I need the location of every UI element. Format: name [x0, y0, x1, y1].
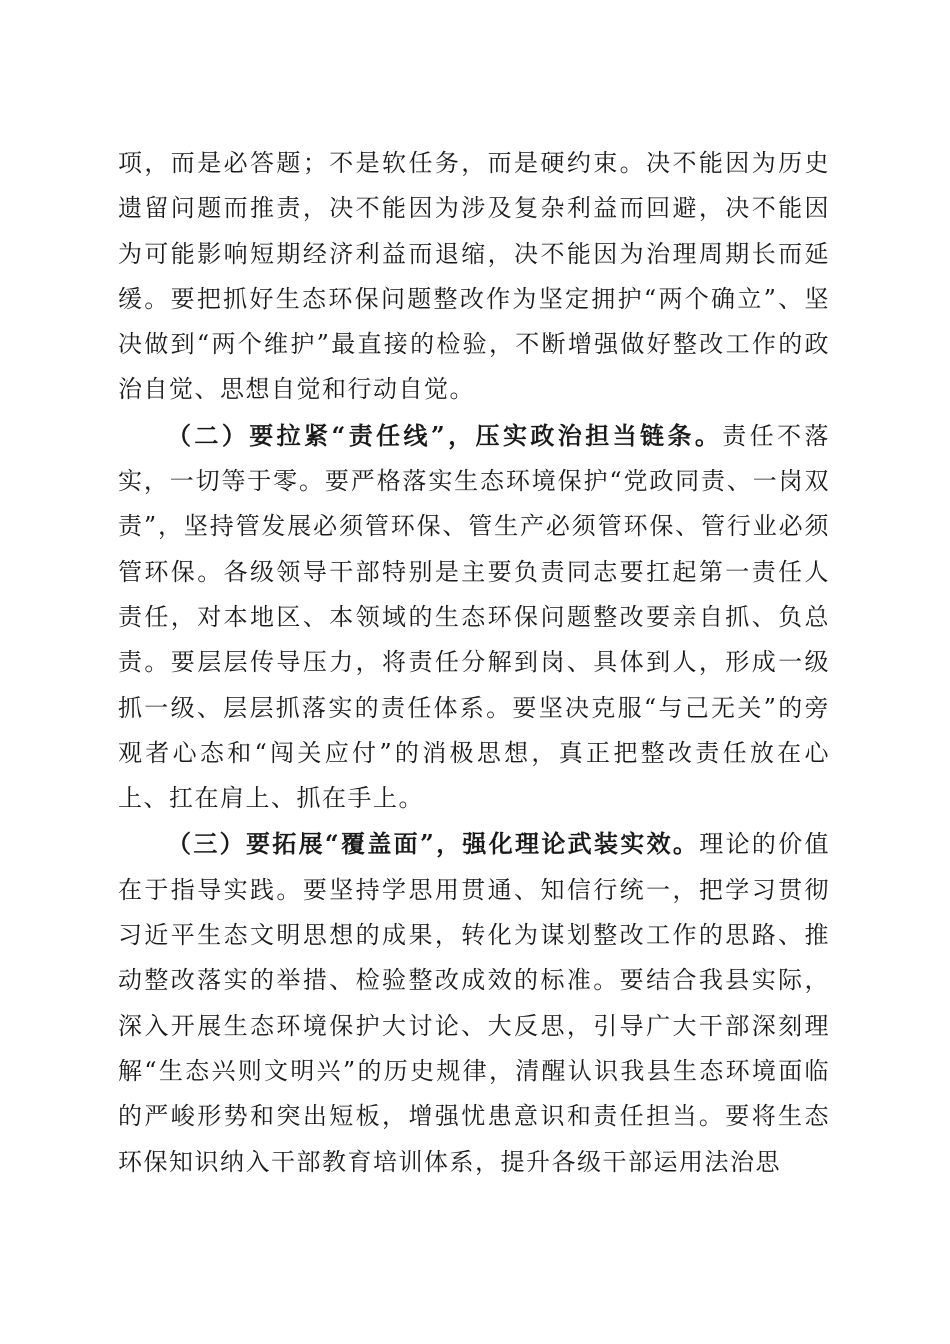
paragraph-responsibility-line [118, 413, 830, 822]
paragraph-continuation [118, 141, 830, 413]
paragraph-text: 项，而是必答题；不是软任务，而是硬约束。决不能因为历史遗留问题而推责，决不能因为涉及复杂利益而回避，决不能因为可能影响短期经济利益而退缩，决不能因为治理周期长而延缓。要把抓好生态环保问题整改作为坚定拥护“两个确立”、坚决做到“两个维护”最直接的检验，不断增强做好整改工作的政治自觉、思想自觉和行动自觉。 [118, 149, 830, 404]
section-heading-three: （三）要拓展“覆盖面”，强化理论武装实效。 [167, 829, 700, 859]
paragraph-text: 理论的价值在于指导实践。要坚持学思用贯通、知信行统一，把学习贯彻习近平生态文明思想的成果，转化为谋划整改工作的思路、推动整改落实的举措、检验整改成效的标准。要结合我县实际，深入开展生态环境保护大讨论、大反思，引导广大干部深刻理解“生态兴则文明兴”的历史规律，清醒认识我县生态环境面临的严峻形势和突出短板，增强忧患意识和责任担当。要将生态环保知识纳入干部教育培训体系，提升各级干部运用法治思 [118, 830, 831, 1176]
document-body [118, 141, 830, 1185]
paragraph-text: 责任不落实，一切等于零。要严格落实生态环境保护“党政同责、一岗双责”，坚持管发展必须管环保、管生产必须管环保、管行业必须管环保。各级领导干部特别是主要负责同志要扛起第一责任人责任，对本地区、本领域的生态环保问题整改要亲自抓、负总责。要层层传导压力，将责任分解到岗、具体到人，形成一级抓一级、层层抓落实的责任体系。要坚决克服“与己无关”的旁观者心态和“闯关应付”的消极思想，真正把整改责任放在心上、扛在肩上、抓在手上。 [118, 421, 831, 813]
section-heading-two: （二）要拉紧“责任线”，压实政治担当链条。 [167, 420, 723, 450]
paragraph-coverage [118, 821, 830, 1184]
